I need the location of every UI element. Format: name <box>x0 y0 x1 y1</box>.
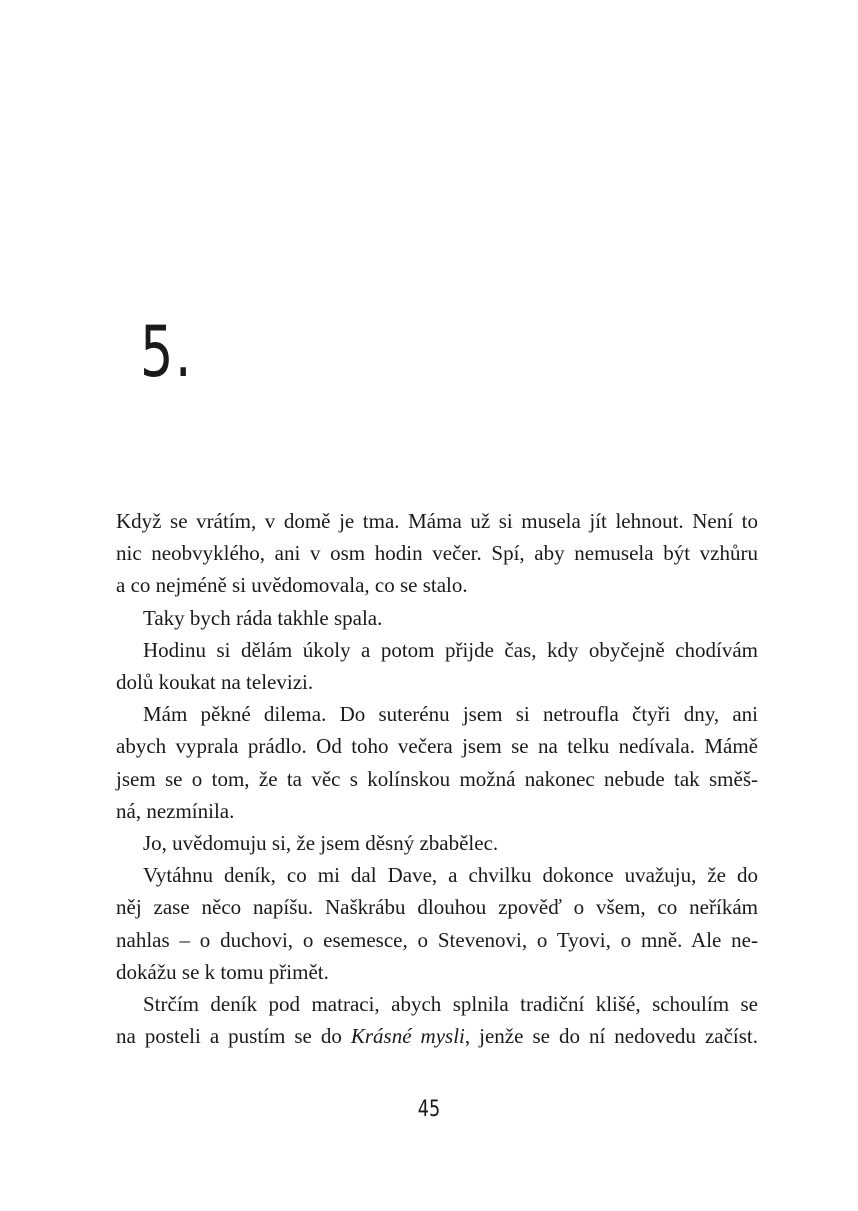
text-line: jsem se o tom, že ta věc s kolínskou možná nakonec nebude tak směš- <box>116 766 758 791</box>
text-line: nic neobvyklého, ani v osm hodin večer. Spí, aby nemusela být vzhůru <box>116 541 758 566</box>
text-line: něj zase něco napíšu. Naškrábu dlouhou zpověď o všem, co neříkám <box>116 895 758 920</box>
text-line: Hodinu si dělám úkoly a potom přijde čas, kdy obyčejně chodívám <box>143 637 758 662</box>
text-run: na posteli a pustím se do <box>116 1024 351 1049</box>
text-line: Jo, uvědomuju si, že jsem děsný zbabělec. <box>143 831 499 856</box>
text-line: a co nejméně si uvědomovala, co se stalo. <box>116 573 468 598</box>
text-line: nahlas – o duchovi, o esemesce, o Stevenovi, o Tyovi, o mně. Ale ne- <box>116 927 758 952</box>
text-line: Taky bych ráda takhle spala. <box>143 605 383 630</box>
text-line: Vytáhnu deník, co mi dal Dave, a chvilku dokonce uvažuju, že do <box>143 863 758 888</box>
text-line: dokážu se k tomu přimět. <box>116 959 329 984</box>
text-line: dolů koukat na televizi. <box>116 670 314 695</box>
text-line: Mám pěkné dilema. Do suterénu jsem si netroufla čtyři dny, ani <box>143 702 758 727</box>
book-title-italic: Krásné mysli <box>350 1024 465 1049</box>
text-line: Strčím deník pod matraci, abych splnila tradiční klišé, schoulím se <box>143 992 758 1017</box>
text-line: abych vyprala prádlo. Od toho večera jsem se na telku nedívala. Mámě <box>116 734 758 759</box>
text-run: , jenže se do ní nedovedu začíst. <box>464 1024 758 1049</box>
text-line-final <box>116 1020 758 1052</box>
chapter-number: 5. <box>140 311 194 393</box>
text-line: Když se vrátím, v domě je tma. Máma už si musela jít lehnout. Není to <box>116 509 758 533</box>
body-text <box>116 505 758 1052</box>
text-line: ná, nezmínila. <box>116 798 235 823</box>
page-number: 45 <box>417 1097 441 1122</box>
